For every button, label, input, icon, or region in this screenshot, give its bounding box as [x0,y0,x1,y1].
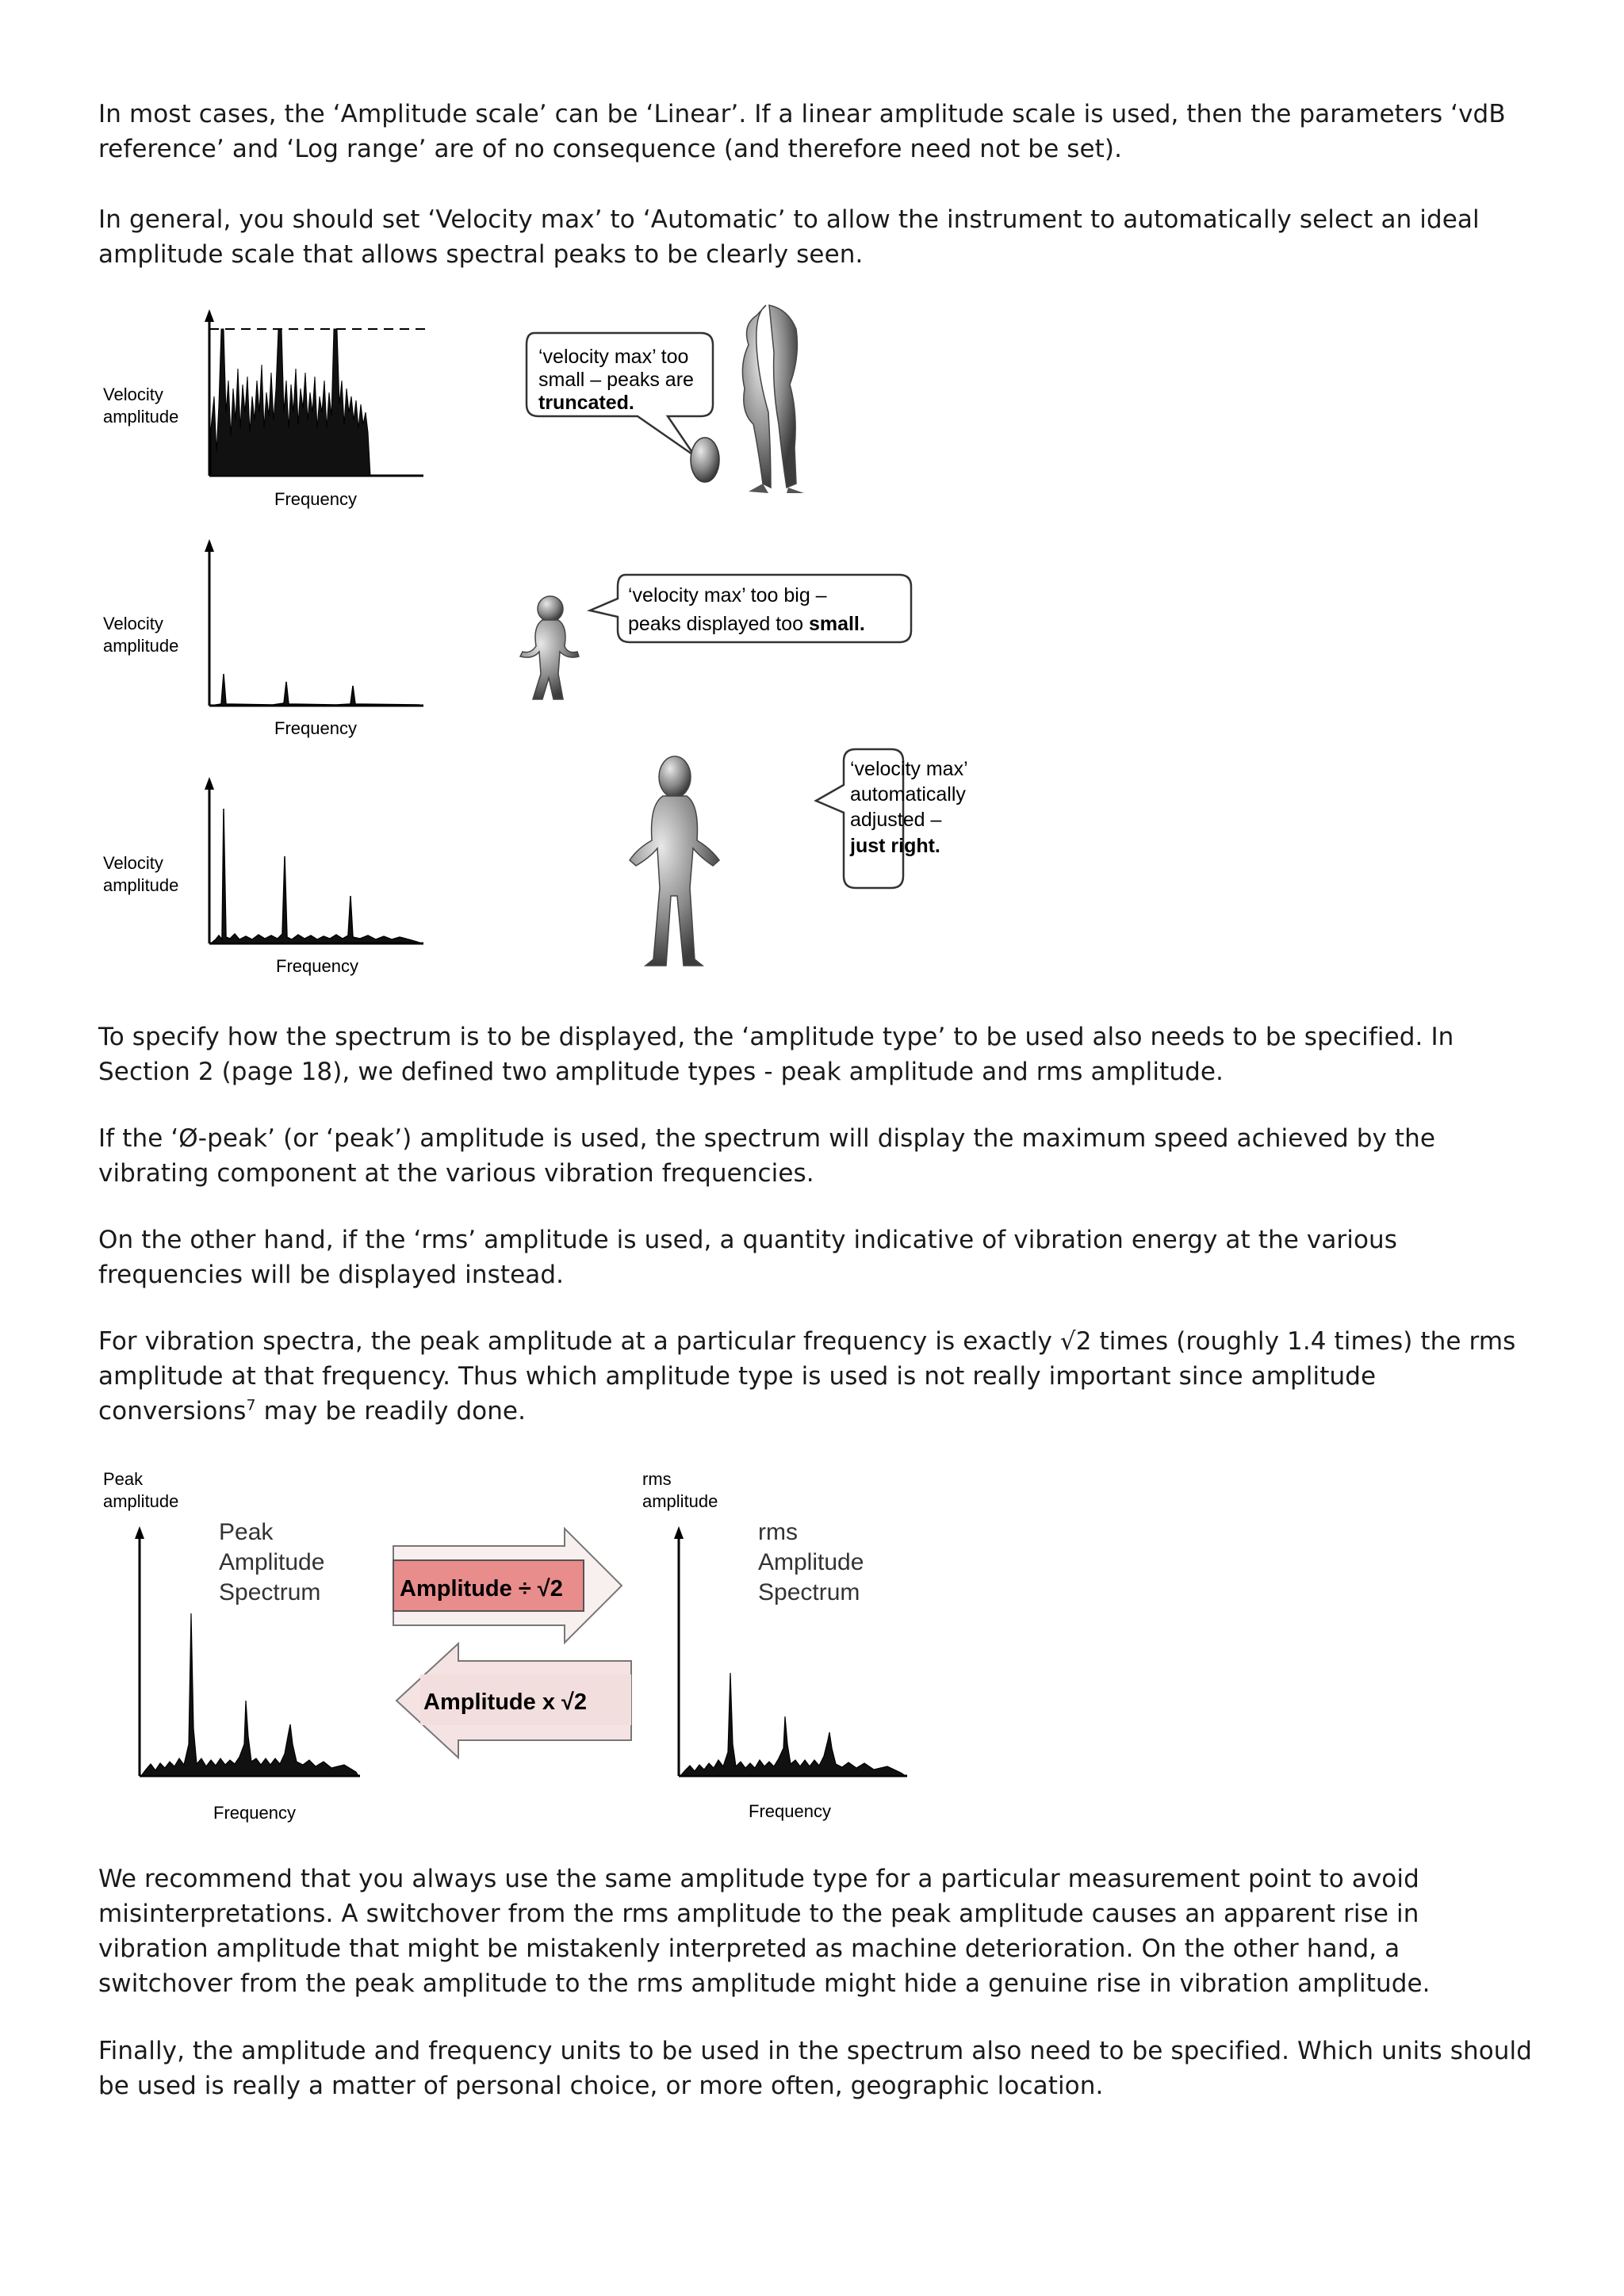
paragraph-rms-amplitude: On the other hand, if the ‘rms’ amplitude is used, a quantity indicative of vibration energy at the various frequencies will be displayed instead. [98,1226,1398,1289]
peak-spectrum-chart [103,1469,360,1823]
arrow-multiply-sqrt2 [396,1644,631,1758]
paragraph-amplitude-scale: In most cases, the ‘Amplitude scale’ can be ‘Linear’. If a linear amplitude scale is used, then the parameters ‘vdB reference’ and ‘Log range’ are of no consequence (and therefore need not be set). [98,100,1506,163]
bubble-text-line2: peaks displayed too small. [628,613,865,635]
y-axis-label-line1: Velocity [103,853,163,873]
speech-bubble-too-small [590,575,911,642]
x-axis-label: Frequency [274,489,357,509]
chart-title-line3: Spectrum [758,1579,860,1605]
x-axis-label: Frequency [749,1801,831,1821]
peak-spectrum-trace [141,1613,358,1776]
speech-bubble-just-right [816,749,968,888]
y-axis-label-line2: amplitude [103,1491,179,1511]
chart-title-line2: Amplitude [219,1549,325,1575]
velocity-max-figure [98,293,968,991]
paragraph-recommendation: We recommend that you always use the same amplitude type for a particular measurement point to avoid misinterpretations. A switchover from the rms amplitude to the peak amplitude causes an apparent rise in vibration amplitude that might be mistakenly interpreted as machine deterioration. On the other hand, a switchover from the peak amplitude to the rms amplitude might hide a genuine rise in vibration amplitude. [98,1865,1431,1998]
y-axis-label-line2: amplitude [103,875,179,895]
speech-bubble-truncated [527,333,713,456]
bubble-text-line1: ‘velocity max’ [850,758,968,780]
bubble-text-line1: ‘velocity max’ too [538,346,689,368]
rms-spectrum-trace [680,1673,906,1776]
paragraph-velocity-max: In general, you should set ‘Velocity max’ to ‘Automatic’ to allow the instrument to automatically select an ideal amplitude scale that allows spectral peaks to be clearly seen. [98,205,1480,269]
peak-rms-illustration [98,1459,939,1823]
y-axis-label-line1: rms [642,1469,672,1489]
small-spectrum-trace [211,674,419,706]
truncated-spectrum-trace [211,329,370,476]
arrow-divide-sqrt2 [393,1529,622,1643]
character-medium-figure [630,756,719,966]
character-small-figure [520,596,579,699]
chart-title-line1: Peak [219,1519,274,1545]
bubble-text-bold: truncated. [538,392,634,414]
x-axis-label: Frequency [213,1803,296,1823]
x-axis-label: Frequency [274,718,357,738]
paragraph-units: Finally, the amplitude and frequency units to be used in the spectrum also need to be specified. Which units should be used is really a matter of personal choice, or more often, geographic location. [98,2037,1533,2100]
velocity-max-illustration [98,293,968,991]
chart-too-small [103,539,423,738]
paragraph-conversion: For vibration spectra, the peak amplitude at a particular frequency is exactly √2 times (roughly 1.4 times) the rms amplitude at that frequency. Thus which amplitude type is used is not really important since amplitude conversions$^7$ may be readily done. [98,1327,1516,1425]
chart-just-right [103,777,423,976]
x-axis-label: Frequency [276,956,358,976]
bubble-text-line2: automatically [850,783,966,806]
arrow-right-label: Amplitude ÷ √2 [400,1576,563,1601]
peak-rms-figure [98,1459,939,1823]
paragraph-peak-amplitude: If the ‘Ø-peak’ (or ‘peak’) amplitude is used, the spectrum will display the maximum speed achieved by the vibrating component at the various vibration frequencies. [98,1124,1436,1188]
y-axis-label-line1: Velocity [103,614,163,633]
bubble-text-line2: small – peaks are [538,369,694,391]
footnote-marker: 7 [246,1396,256,1414]
y-axis-label-line1: Peak [103,1469,144,1489]
chart-truncated [103,309,431,509]
chart-title-line1: rms [758,1519,798,1545]
bubble-text-line1: ‘velocity max’ too big – [628,584,827,607]
chart-title-line3: Spectrum [219,1579,321,1605]
chart-title-line2: Amplitude [758,1549,864,1575]
bubble-text-line3: adjusted – [850,809,942,831]
y-axis-label-line2: amplitude [103,636,179,656]
paragraph-amplitude-type: To specify how the spectrum is to be displayed, the ‘amplitude type’ to be used also needs to be specified. In Section 2 (page 18), we defined two amplitude types - peak amplitude and rms amplitude. [98,1023,1454,1086]
bubble-text-bold: just right. [850,835,940,857]
just-right-spectrum-trace [211,809,419,943]
y-axis-label-line2: amplitude [642,1491,718,1511]
rms-spectrum-chart [642,1469,907,1821]
arrow-left-label: Amplitude x √2 [423,1689,588,1715]
y-axis-label-line1: Velocity [103,385,163,404]
y-axis-label-line2: amplitude [103,407,179,427]
